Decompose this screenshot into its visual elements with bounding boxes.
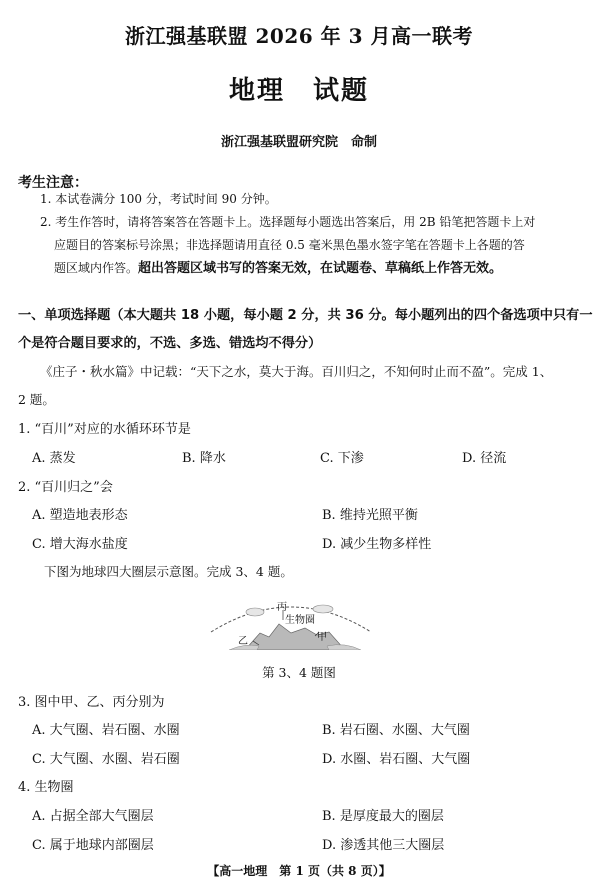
question-2-option-b: B. 维持光照平衡 bbox=[322, 508, 418, 523]
cloud-left bbox=[246, 608, 264, 616]
passage-1-line-2: 2 题。 bbox=[18, 392, 55, 407]
question-2-stem: 2. “百川归之”会 bbox=[18, 480, 113, 495]
question-3-option-c: C. 大气圈、水圈、岩石圈 bbox=[32, 752, 180, 767]
question-4-stem: 4. 生物圈 bbox=[18, 780, 74, 795]
question-1-option-c: C. 下渗 bbox=[320, 451, 364, 466]
cloud-right bbox=[313, 605, 333, 613]
question-4-option-a: A. 占据全部大气圈层 bbox=[32, 809, 154, 824]
notice-item-2-line-2: 应题目的答案标号涂黑；非选择题请用直径 0.5 毫米黑色墨水签字笔在答题卡上各题的答 bbox=[54, 238, 525, 252]
page-footer: 【高一地理 第 1 页（共 8 页）】 bbox=[207, 864, 391, 878]
notice-heading: 考生注意： bbox=[18, 175, 88, 191]
hydrosphere-water-right bbox=[327, 645, 361, 650]
label-bing: 丙 bbox=[277, 602, 287, 613]
passage-2-line-1: 下图为地球四大圈层示意图。完成 3、4 题。 bbox=[44, 564, 293, 579]
notice-item-2-line-1: 2. 考生作答时，请将答案答在答题卡上。选择题每小题选出答案后，用 2B 铅笔把答题卡上对 bbox=[40, 215, 536, 229]
question-4-option-b: B. 是厚度最大的圈层 bbox=[322, 809, 444, 824]
question-3-option-b: B. 岩石圈、水圈、大气圈 bbox=[322, 723, 470, 738]
figure-caption: 第 3、4 题图 bbox=[262, 665, 336, 680]
question-2-option-d: D. 减少生物多样性 bbox=[322, 537, 432, 552]
question-1-option-d: D. 径流 bbox=[462, 451, 507, 466]
question-4-option-c: C. 属于地球内部圈层 bbox=[32, 838, 154, 853]
question-1-option-b: B. 降水 bbox=[182, 451, 226, 466]
question-1-option-a: A. 蒸发 bbox=[32, 451, 76, 466]
question-4-option-d: D. 渗透其他三大圈层 bbox=[322, 838, 445, 853]
question-2-option-a: A. 塑造地表形态 bbox=[32, 508, 128, 523]
notice-item-2-line-3 bbox=[54, 258, 502, 279]
subject-title: 地理 试题 bbox=[228, 76, 369, 106]
passage-1-line-1: 《庄子・秋水篇》中记载：“天下之水，莫大于海。百川归之，不知何时止而不盈”。完成 1、 bbox=[40, 364, 553, 379]
notice-item-2-line-3b: 超出答题区域书写的答案无效，在试题卷、草稿纸上作答无效。 bbox=[138, 261, 503, 276]
section-heading-line-1: 一、单项选择题（本大题共 18 小题，每小题 2 分，共 36 分。每小题列出的四个备选项中只有一 bbox=[18, 308, 593, 323]
notice-item-2-line-3a: 题区域内作答。 bbox=[54, 261, 139, 275]
label-jia: 甲 bbox=[317, 632, 327, 643]
exam-title: 浙江强基联盟 2026 年 3 月高一联考 bbox=[125, 24, 473, 48]
notice-item-1: 1. 本试卷满分 100 分，考试时间 90 分钟。 bbox=[40, 192, 277, 206]
question-1-stem: 1. “百川”对应的水循环环节是 bbox=[18, 422, 191, 437]
earth-spheres-diagram bbox=[205, 600, 377, 650]
earth-spheres-figure bbox=[205, 600, 377, 650]
label-yi: 乙 bbox=[238, 636, 248, 647]
section-heading-line-2: 个是符合题目要求的，不选、多选、错选均不得分） bbox=[18, 336, 322, 351]
maker-line: 浙江强基联盟研究院 命制 bbox=[220, 135, 377, 150]
question-2-option-c: C. 增大海水盐度 bbox=[32, 537, 128, 552]
question-3-option-d: D. 水圈、岩石圈、大气圈 bbox=[322, 752, 471, 767]
question-3-option-a: A. 大气圈、岩石圈、水圈 bbox=[32, 723, 180, 738]
question-3-stem: 3. 图中甲、乙、丙分别为 bbox=[18, 695, 165, 710]
label-biosphere: 生物圈 bbox=[285, 615, 315, 626]
